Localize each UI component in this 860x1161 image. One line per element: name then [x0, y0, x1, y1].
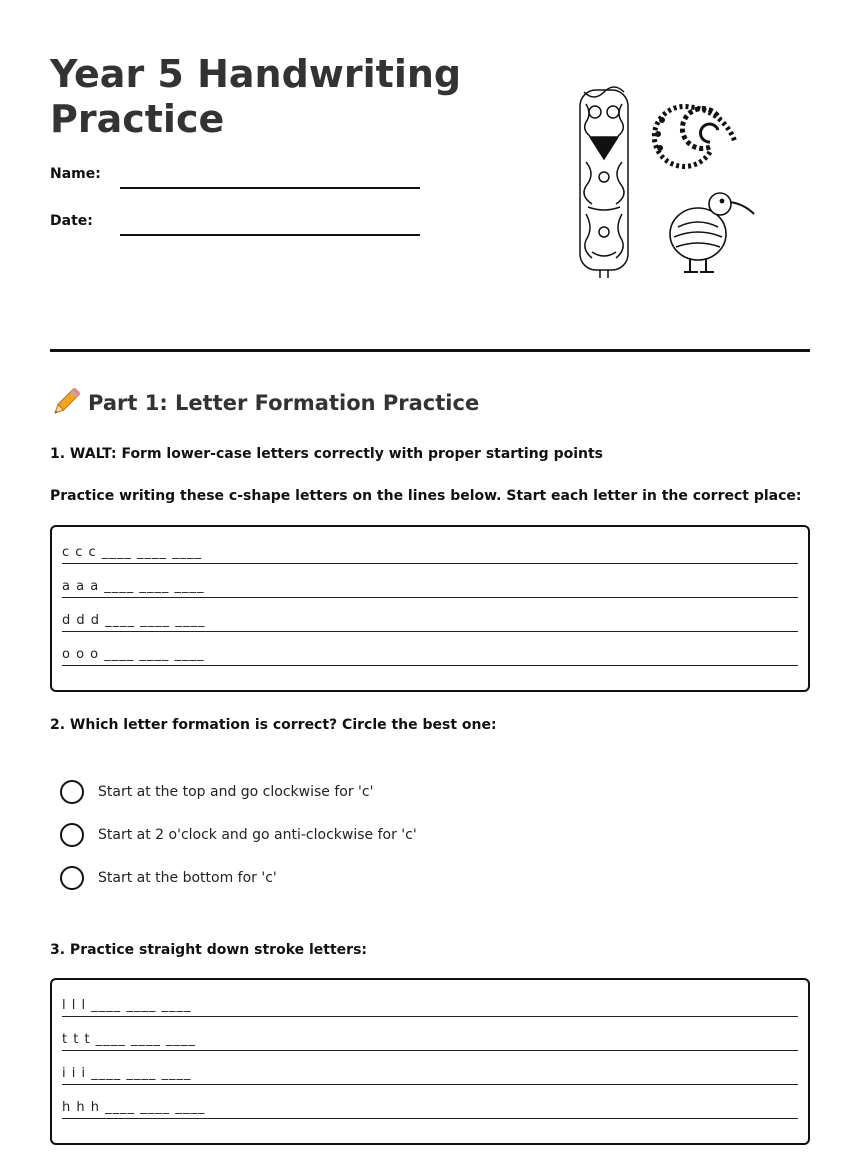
maori-art-illustration — [570, 82, 770, 282]
radio-circle[interactable] — [60, 823, 84, 847]
koru-spiral-icon — [654, 106, 735, 166]
pencil-icon — [50, 388, 80, 418]
practice-line-c[interactable]: c c c ____ ____ ____ — [62, 543, 798, 564]
practice-line-i[interactable]: i i i ____ ____ ____ — [62, 1064, 798, 1085]
date-field[interactable] — [120, 234, 420, 236]
q1-instruction: Practice writing these c-shape letters on the lines below. Start each letter in the correct place: — [50, 488, 802, 504]
name-field[interactable] — [120, 187, 420, 189]
q2-option-2[interactable] — [60, 823, 417, 847]
date-label: Date: — [50, 213, 93, 229]
q2-option-1-label: Start at the top and go clockwise for 'c' — [98, 784, 374, 800]
q2-option-3[interactable] — [60, 866, 277, 890]
practice-line-d[interactable]: d d d ____ ____ ____ — [62, 611, 798, 632]
practice-line-h[interactable]: h h h ____ ____ ____ — [62, 1098, 798, 1119]
c-shape-practice-box[interactable] — [50, 525, 810, 692]
q2-question: 2. Which letter formation is correct? Circle the best one: — [50, 717, 497, 733]
radio-circle[interactable] — [60, 780, 84, 804]
practice-line-a[interactable]: a a a ____ ____ ____ — [62, 577, 798, 598]
q2-option-2-label: Start at 2 o'clock and go anti-clockwise for 'c' — [98, 827, 417, 843]
practice-line-o[interactable]: o o o ____ ____ ____ — [62, 645, 798, 666]
maori-carving-icon — [580, 87, 628, 278]
radio-circle[interactable] — [60, 866, 84, 890]
q3-question: 3. Practice straight down stroke letters: — [50, 942, 368, 958]
section-divider — [50, 349, 810, 352]
practice-line-t[interactable]: t t t ____ ____ ____ — [62, 1030, 798, 1051]
name-label: Name: — [50, 166, 101, 182]
q2-option-1[interactable] — [60, 780, 373, 804]
part1-heading-text: Part 1: Letter Formation Practice — [88, 391, 480, 415]
part1-heading — [50, 388, 479, 418]
q2-option-3-label: Start at the bottom for 'c' — [98, 870, 277, 886]
kiwi-bird-icon — [670, 193, 754, 272]
practice-line-l[interactable]: l l l ____ ____ ____ — [62, 996, 798, 1017]
straight-stroke-practice-box[interactable] — [50, 978, 810, 1145]
q1-walt: 1. WALT: Form lower-case letters correctly with proper starting points — [50, 446, 603, 462]
page-title: Year 5 Handwriting Practice — [50, 52, 462, 141]
